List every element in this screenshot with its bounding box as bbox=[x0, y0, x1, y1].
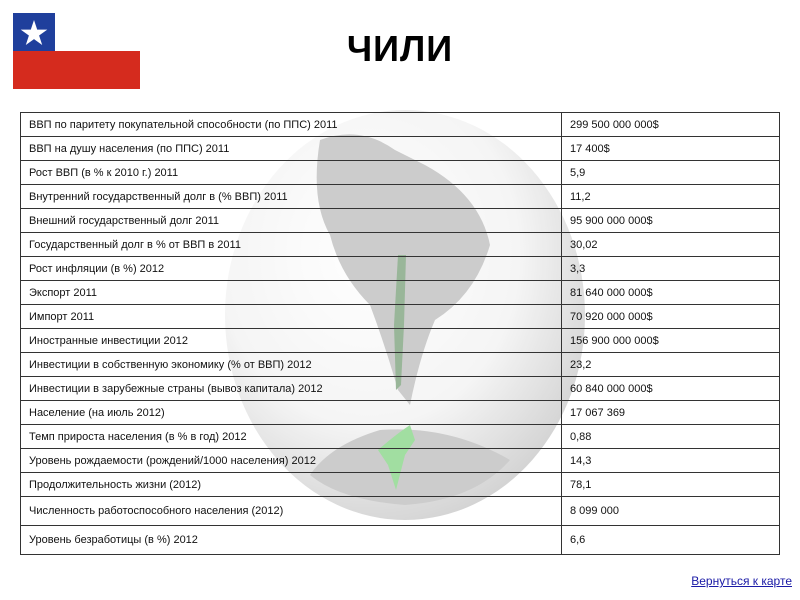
table-row bbox=[21, 449, 780, 473]
row-label: Импорт 2011 bbox=[21, 305, 562, 329]
table-row bbox=[21, 329, 780, 353]
table-row bbox=[21, 425, 780, 449]
row-value: 23,2 bbox=[562, 353, 780, 377]
row-value: 14,3 bbox=[562, 449, 780, 473]
row-label: ВВП по паритету покупательной способности (по ППС) 2011 bbox=[21, 113, 562, 137]
row-value: 17 400$ bbox=[562, 137, 780, 161]
row-label: Рост ВВП (в % к 2010 г.) 2011 bbox=[21, 161, 562, 185]
row-value: 78,1 bbox=[562, 473, 780, 497]
row-value: 95 900 000 000$ bbox=[562, 209, 780, 233]
back-to-map-link[interactable]: Вернуться к карте bbox=[691, 574, 792, 588]
row-label: Продолжительность жизни (2012) bbox=[21, 473, 562, 497]
row-label: Государственный долг в % от ВВП в 2011 bbox=[21, 233, 562, 257]
table-row bbox=[21, 473, 780, 497]
statistics-table bbox=[20, 112, 780, 555]
row-value: 6,6 bbox=[562, 526, 780, 555]
row-value: 156 900 000 000$ bbox=[562, 329, 780, 353]
table-row bbox=[21, 257, 780, 281]
row-value: 17 067 369 bbox=[562, 401, 780, 425]
table-row bbox=[21, 353, 780, 377]
table-row bbox=[21, 497, 780, 526]
table-row bbox=[21, 305, 780, 329]
row-value: 8 099 000 bbox=[562, 497, 780, 526]
row-label: Численность работоспособного населения (2012) bbox=[21, 497, 562, 526]
table-row bbox=[21, 281, 780, 305]
row-value: 70 920 000 000$ bbox=[562, 305, 780, 329]
row-label: Инвестиции в зарубежные страны (вывоз капитала) 2012 bbox=[21, 377, 562, 401]
row-label: Инвестиции в собственную экономику (% от ВВП) 2012 bbox=[21, 353, 562, 377]
row-label: Внутренний государственный долг в (% ВВП) 2011 bbox=[21, 185, 562, 209]
row-value: 81 640 000 000$ bbox=[562, 281, 780, 305]
row-label: Темп прироста населения (в % в год) 2012 bbox=[21, 425, 562, 449]
table-row bbox=[21, 377, 780, 401]
row-value: 0,88 bbox=[562, 425, 780, 449]
row-label: ВВП на душу населения (по ППС) 2011 bbox=[21, 137, 562, 161]
table-row bbox=[21, 526, 780, 555]
row-label: Экспорт 2011 bbox=[21, 281, 562, 305]
table-row bbox=[21, 161, 780, 185]
table-row bbox=[21, 185, 780, 209]
page-title: ЧИЛИ bbox=[346, 28, 454, 69]
row-label: Иностранные инвестиции 2012 bbox=[21, 329, 562, 353]
row-value: 5,9 bbox=[562, 161, 780, 185]
row-label: Уровень рождаемости (рождений/1000 населения) 2012 bbox=[21, 449, 562, 473]
table-row bbox=[21, 209, 780, 233]
table-row bbox=[21, 137, 780, 161]
row-value: 11,2 bbox=[562, 185, 780, 209]
row-label: Внешний государственный долг 2011 bbox=[21, 209, 562, 233]
table-row bbox=[21, 113, 780, 137]
table-row bbox=[21, 401, 780, 425]
row-value: 60 840 000 000$ bbox=[562, 377, 780, 401]
row-value: 30,02 bbox=[562, 233, 780, 257]
row-value: 3,3 bbox=[562, 257, 780, 281]
row-value: 299 500 000 000$ bbox=[562, 113, 780, 137]
row-label: Рост инфляции (в %) 2012 bbox=[21, 257, 562, 281]
table-row bbox=[21, 233, 780, 257]
row-label: Население (на июль 2012) bbox=[21, 401, 562, 425]
row-label: Уровень безработицы (в %) 2012 bbox=[21, 526, 562, 555]
